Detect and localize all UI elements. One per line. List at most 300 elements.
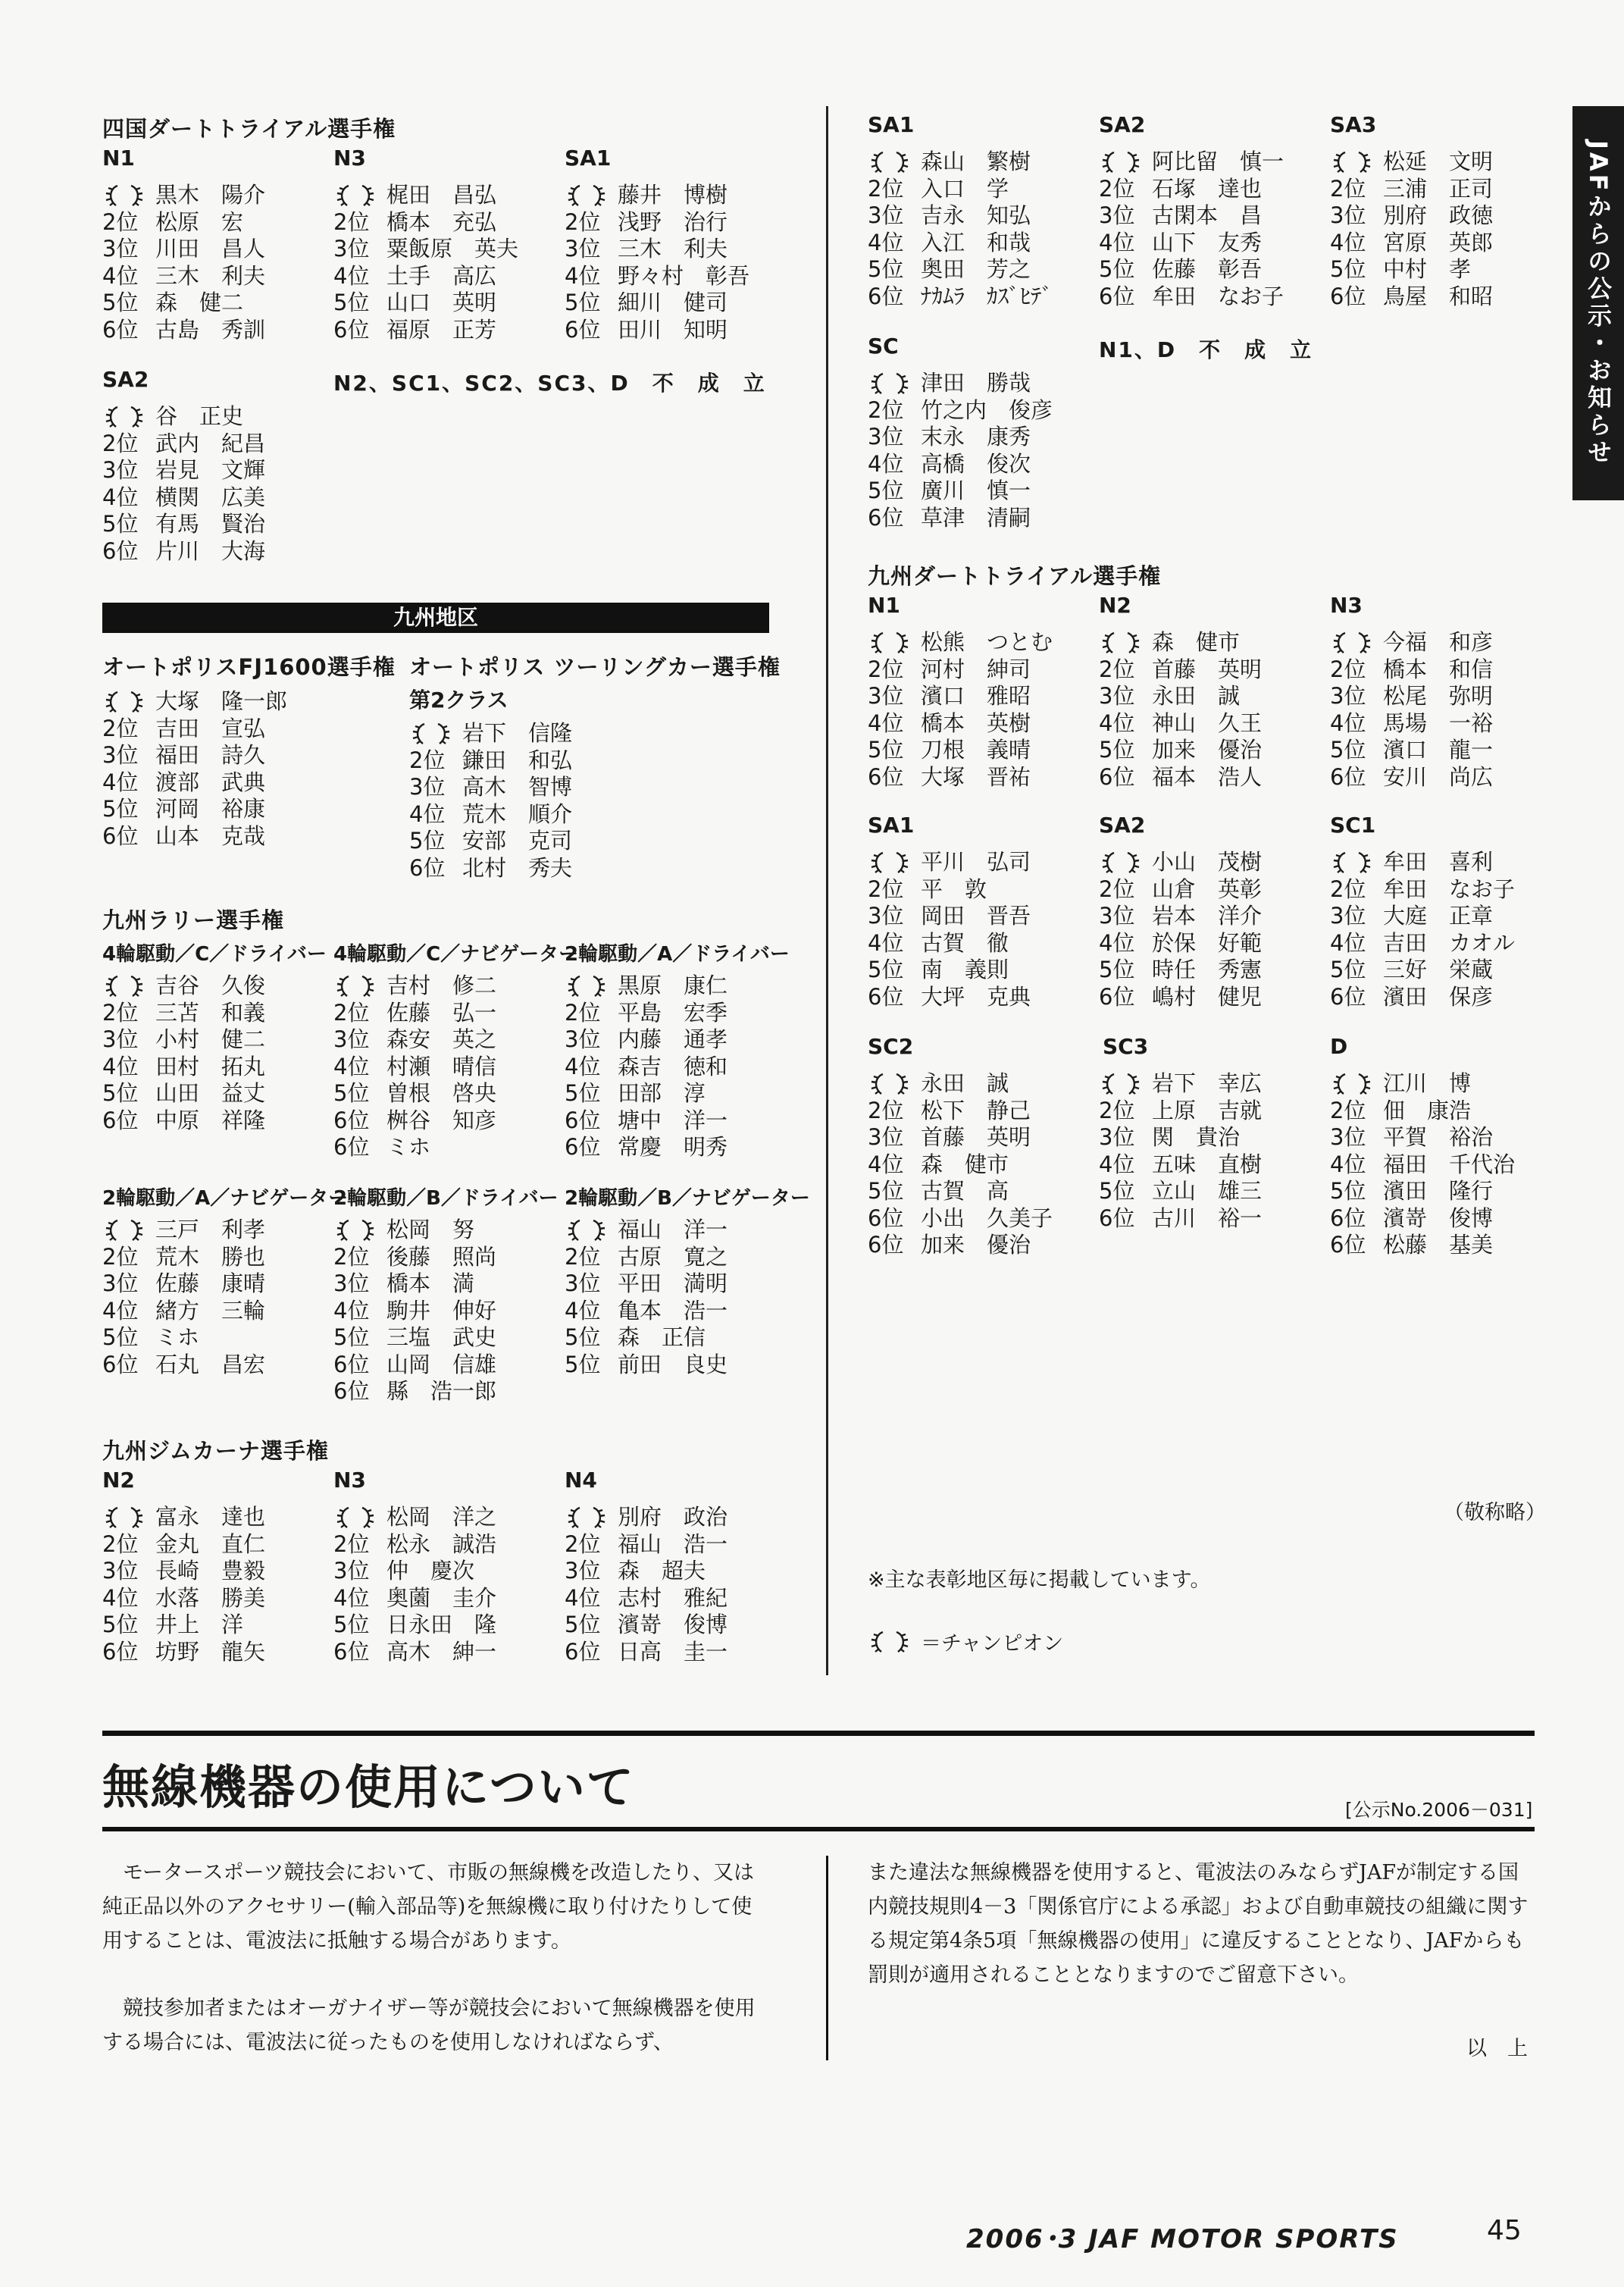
rank-label: 5位 <box>565 290 601 315</box>
result-row <box>102 511 265 538</box>
rank-label: 6位 <box>565 1638 601 1665</box>
result-row <box>868 1098 1053 1125</box>
driver-name: 竹之内 俊彦 <box>921 396 1053 423</box>
driver-name: 加来 優治 <box>921 1232 1031 1258</box>
rank-label: 6位 <box>409 854 446 881</box>
result-row <box>102 1298 265 1325</box>
champion-row <box>868 849 1031 876</box>
champion-row <box>102 182 265 209</box>
driver-name: 常慶 明秀 <box>618 1134 728 1160</box>
notice-bottom-rule <box>102 1827 1535 1831</box>
driver-name: 粟飯原 英夫 <box>386 236 519 262</box>
driver-name: 阿比留 慎一 <box>1152 149 1284 174</box>
driver-name: 橋本 和信 <box>1383 656 1494 682</box>
laurel-icon <box>868 1072 912 1096</box>
result-row <box>1330 764 1493 791</box>
rank-label: 3位 <box>1330 903 1366 929</box>
driver-name: 吉田 宣弘 <box>155 715 266 741</box>
driver-name: 岡田 晋吾 <box>921 903 1031 929</box>
class-label: SA1 <box>868 813 915 838</box>
driver-name: 藤井 博樹 <box>618 182 728 208</box>
rank-label: 3位 <box>333 1558 370 1584</box>
rank-label: 3位 <box>102 1558 139 1584</box>
rank-label: 3位 <box>409 774 446 800</box>
driver-name: 田村 拓丸 <box>155 1053 266 1079</box>
rank-label: 2位 <box>333 999 370 1026</box>
rank-label: 5位 <box>333 1080 370 1106</box>
driver-name: 荒木 勝也 <box>155 1243 266 1270</box>
driver-name: 村瀬 晴信 <box>386 1053 497 1079</box>
rank-label: 3位 <box>868 424 904 450</box>
class-label: SA1 <box>868 112 915 137</box>
driver-name: 中原 祥隆 <box>155 1107 266 1133</box>
result-row <box>102 263 265 290</box>
driver-name: 福山 洋一 <box>618 1217 728 1242</box>
result-row <box>868 397 1053 425</box>
driver-name: 仲 慶次 <box>386 1558 475 1584</box>
result-list <box>868 149 1053 310</box>
result-row <box>102 1080 265 1107</box>
notice-title: 無線機器の使用について <box>102 1759 635 1815</box>
class-label: SC2 <box>868 1034 914 1059</box>
laurel-icon <box>333 1218 377 1242</box>
result-list <box>868 370 1053 531</box>
result-row <box>409 828 572 855</box>
driver-name: 岩見 文輝 <box>155 457 266 483</box>
rank-label: 3位 <box>102 236 139 262</box>
result-row <box>565 1324 728 1352</box>
class-label: SC1 <box>1330 813 1376 838</box>
rank-label: 6位 <box>868 283 904 309</box>
driver-name: 末永 康秀 <box>921 424 1031 450</box>
rank-label: 6位 <box>102 316 139 343</box>
result-row <box>102 1270 265 1298</box>
driver-name: 加来 優治 <box>1152 737 1263 763</box>
result-list <box>1330 629 1493 791</box>
rank-label: 2位 <box>333 208 370 235</box>
driver-name: 松岡 洋之 <box>386 1504 497 1530</box>
driver-name: 川田 昌人 <box>155 236 266 262</box>
driver-name: 橋本 満 <box>386 1270 475 1296</box>
result-row <box>868 1178 1053 1205</box>
result-row <box>565 1054 728 1081</box>
laurel-icon <box>868 150 912 174</box>
driver-name: 牟田 なお子 <box>1383 876 1516 902</box>
result-list <box>565 1504 728 1665</box>
legend-text: ＝チャンピオン <box>921 1632 1064 1656</box>
result-list <box>868 849 1031 1010</box>
result-row <box>102 823 287 851</box>
driver-name: 草津 清嗣 <box>921 504 1031 531</box>
rank-label: 5位 <box>102 796 139 822</box>
driver-name: 入江 和哉 <box>921 229 1031 255</box>
driver-name: 平川 弘司 <box>921 849 1031 875</box>
rank-label: 2位 <box>868 396 904 423</box>
rank-label: 2位 <box>565 208 601 235</box>
champion-row <box>1330 849 1515 876</box>
result-row <box>868 451 1053 478</box>
champion-row <box>102 973 265 1000</box>
driver-name: 平田 満明 <box>618 1270 728 1296</box>
driver-name: 長崎 豊毅 <box>155 1558 266 1584</box>
driver-name: 南 義則 <box>921 957 1009 982</box>
rank-label: 6位 <box>1330 763 1366 790</box>
result-row <box>868 930 1031 957</box>
result-row <box>1099 957 1262 984</box>
result-row <box>333 1612 496 1639</box>
laurel-icon <box>102 690 146 714</box>
result-row <box>868 1124 1053 1151</box>
champion-row <box>868 1070 1053 1098</box>
rank-label: 4位 <box>1330 710 1366 736</box>
result-row <box>409 774 572 801</box>
rank-label: 6位 <box>1330 983 1366 1010</box>
driver-name: 三木 利夫 <box>155 262 266 289</box>
driver-name: 塘中 洋一 <box>618 1107 728 1133</box>
rank-label: 6位 <box>1330 1232 1366 1258</box>
result-row <box>102 1612 265 1639</box>
rank-label: 2位 <box>868 1097 904 1123</box>
laurel-icon <box>1330 851 1374 875</box>
result-row <box>565 290 749 317</box>
driver-name: 吉永 知弘 <box>921 202 1031 228</box>
result-row <box>102 1244 265 1271</box>
rank-label: 3位 <box>868 903 904 929</box>
result-row <box>1099 176 1284 203</box>
driver-name: 吉村 修二 <box>386 973 497 998</box>
driver-name: 山岡 信雄 <box>386 1351 497 1377</box>
rank-label: 6位 <box>868 983 904 1010</box>
champion-row <box>868 370 1053 397</box>
champion-row <box>1099 629 1262 656</box>
rank-label: 4位 <box>102 769 139 795</box>
result-row <box>1330 710 1493 738</box>
result-row <box>1330 1178 1515 1205</box>
driver-name: 佐藤 彰吾 <box>1152 256 1263 282</box>
rank-label: 4位 <box>868 710 904 736</box>
result-row <box>565 1531 728 1559</box>
result-row <box>565 1270 728 1298</box>
driver-name: 荒木 順介 <box>462 800 573 827</box>
driver-name: 馬場 一裕 <box>1383 710 1494 736</box>
driver-name: 安川 尚広 <box>1383 763 1494 790</box>
laurel-icon <box>565 1218 609 1242</box>
result-row <box>1330 284 1493 311</box>
rank-label: 3位 <box>1330 202 1366 228</box>
notice-column-divider <box>826 1856 828 2060</box>
result-row <box>333 1244 496 1271</box>
result-row <box>1099 710 1262 738</box>
champion-row <box>102 403 265 431</box>
class-label: N4 <box>565 1468 597 1493</box>
champion-row <box>333 1504 496 1531</box>
driver-name: 福本 浩人 <box>1152 763 1263 790</box>
rank-label: 4位 <box>102 484 139 510</box>
rank-label: 4位 <box>409 800 446 827</box>
driver-name: 江川 博 <box>1383 1070 1472 1096</box>
driver-name: 森 健市 <box>1152 629 1241 655</box>
rank-label: 6位 <box>333 1134 370 1160</box>
laurel-icon <box>1330 1072 1374 1096</box>
rank-label: 6位 <box>102 1107 139 1133</box>
driver-name: 大塚 隆一郎 <box>155 688 288 714</box>
result-row <box>333 290 518 317</box>
driver-name: 立山 雄三 <box>1152 1178 1263 1204</box>
driver-name: 神山 久王 <box>1152 710 1263 736</box>
rank-label: 5位 <box>1099 1178 1135 1204</box>
result-row <box>1330 1098 1515 1125</box>
rank-label: 2位 <box>102 208 139 235</box>
driver-name: 岩下 信隆 <box>462 720 573 746</box>
driver-name: 首藤 英明 <box>921 1124 1031 1150</box>
result-row <box>333 236 518 263</box>
result-list <box>333 182 518 343</box>
result-row <box>1330 737 1493 764</box>
result-list <box>868 1070 1053 1259</box>
rank-label: 5位 <box>565 1080 601 1106</box>
section-title-autopolis-touring: オートポリス ツーリングカー選手権 <box>409 654 781 680</box>
laurel-icon <box>333 974 377 998</box>
rank-label: 2位 <box>868 876 904 902</box>
section-title-shikoku-dirt: 四国ダートトライアル選手権 <box>102 116 396 142</box>
driver-name: 石塚 達也 <box>1152 175 1263 202</box>
rank-label: 2位 <box>1099 175 1135 202</box>
rank-label: 5位 <box>102 290 139 315</box>
driver-name: 中村 孝 <box>1383 256 1472 282</box>
result-row <box>333 1558 496 1585</box>
result-row <box>1330 256 1493 284</box>
result-row <box>102 1352 265 1379</box>
driver-name: 小村 健二 <box>155 1026 266 1052</box>
rank-label: 4位 <box>1330 229 1366 255</box>
driver-name: 濱口 龍一 <box>1383 737 1494 763</box>
rank-label: 5位 <box>102 1612 139 1637</box>
rank-label: 2位 <box>102 715 139 741</box>
result-row <box>868 957 1031 984</box>
class-label: SA2 <box>102 367 149 392</box>
driver-name: 前田 良史 <box>618 1351 728 1377</box>
driver-name: 小山 茂樹 <box>1152 849 1263 875</box>
result-row <box>102 431 265 458</box>
rank-label: 2位 <box>333 1243 370 1270</box>
result-row <box>102 1531 265 1559</box>
driver-name: 曽根 啓央 <box>386 1080 497 1106</box>
class-label: SC <box>868 334 899 359</box>
rank-label: 6位 <box>1330 1205 1366 1231</box>
rank-label: 3位 <box>102 457 139 483</box>
rank-label: 3位 <box>333 236 370 262</box>
driver-name: 志村 雅紀 <box>618 1584 728 1611</box>
laurel-icon <box>868 631 912 655</box>
driver-name: 吉田 カオル <box>1383 929 1516 956</box>
champion-row <box>102 1217 265 1244</box>
rank-label: 2位 <box>1099 1097 1135 1123</box>
champion-row <box>565 182 749 209</box>
rank-label: 2位 <box>102 1530 139 1557</box>
driver-name: 橋本 充弘 <box>386 208 497 235</box>
driver-name: 古閑本 昌 <box>1152 202 1263 228</box>
champion-row <box>1330 1070 1515 1098</box>
result-row <box>868 256 1053 284</box>
driver-name: 森山 繁樹 <box>921 149 1031 174</box>
rank-label: 4位 <box>565 1053 601 1079</box>
class-label: 4輪駆動／C／ドライバー <box>102 943 327 966</box>
laurel-icon <box>565 974 609 998</box>
result-row <box>565 1000 728 1027</box>
driver-name: 河村 紳司 <box>921 656 1031 682</box>
rank-label: 2位 <box>868 175 904 202</box>
result-list <box>333 1217 496 1405</box>
rank-label: 2位 <box>409 747 446 773</box>
result-row <box>565 1585 728 1612</box>
result-row <box>1330 984 1515 1011</box>
page-number: 45 <box>1487 2215 1522 2246</box>
class-label: N1 <box>102 146 135 171</box>
driver-name: 平島 宏季 <box>618 999 728 1026</box>
driver-name: 福原 正芳 <box>386 316 497 343</box>
result-list <box>102 973 265 1134</box>
result-row <box>565 1026 728 1054</box>
laurel-icon <box>102 1505 146 1530</box>
rank-label: 2位 <box>868 656 904 682</box>
result-list <box>565 1217 728 1378</box>
column-divider <box>826 106 828 1675</box>
driver-name: 黒木 陽介 <box>155 182 266 208</box>
rank-label: 4位 <box>1099 710 1135 736</box>
rank-label: 2位 <box>1330 1097 1366 1123</box>
result-row <box>565 1134 728 1161</box>
rank-label: 5位 <box>868 478 904 503</box>
result-row <box>1330 1151 1515 1179</box>
result-list <box>868 629 1053 791</box>
laurel-icon <box>102 1218 146 1242</box>
result-list <box>333 973 496 1161</box>
laurel-icon <box>409 722 453 746</box>
laurel-icon <box>102 405 146 429</box>
rank-label: 3位 <box>868 683 904 709</box>
section-title-kyushu-gymkhana: 九州ジムカーナ選手権 <box>102 1438 329 1464</box>
class-label: 2輪駆動／B／ドライバー <box>333 1187 559 1210</box>
side-tab: JAFからの公示・お知らせ <box>1572 106 1624 500</box>
notice-right-column <box>868 1856 1535 2025</box>
driver-name: 石丸 昌宏 <box>155 1351 266 1377</box>
class-label: D <box>1330 1034 1348 1059</box>
result-row <box>333 209 518 237</box>
rank-label: 5位 <box>1330 256 1366 282</box>
rank-label: 6位 <box>868 1205 904 1231</box>
driver-name: 佐藤 康晴 <box>155 1270 266 1296</box>
rank-label: 2位 <box>102 1243 139 1270</box>
result-list <box>1330 149 1493 310</box>
driver-name: 桝谷 知彦 <box>386 1107 497 1133</box>
section-title-kyushu-dirt: 九州ダートトライアル選手権 <box>868 563 1162 589</box>
rank-label: 4位 <box>1330 1151 1366 1177</box>
driver-name: 永田 誠 <box>1152 683 1241 709</box>
driver-name: 平 敦 <box>921 876 987 902</box>
result-list <box>102 1504 265 1665</box>
driver-name: 河岡 裕康 <box>155 796 266 822</box>
notice-paragraph: 競技参加者またはオーガナイザー等が競技会において無線機器を使用する場合には、電波法に従ったものを使用しなければならず、 <box>102 1997 756 2054</box>
result-row <box>868 737 1053 764</box>
rank-label: 5位 <box>868 256 904 282</box>
rank-label: 5位 <box>102 1080 139 1106</box>
rank-label: 4位 <box>333 1297 370 1324</box>
rank-label: 6位 <box>333 316 370 343</box>
driver-name: 梶田 昌弘 <box>386 182 497 208</box>
result-row <box>102 1026 265 1054</box>
driver-name: ﾅｶﾑﾗ ｶｽﾞﾋﾃﾞ <box>921 283 1053 309</box>
rank-label: 5位 <box>868 737 904 763</box>
rank-label: 5位 <box>868 1178 904 1204</box>
laurel-icon <box>868 851 912 875</box>
result-row <box>868 903 1031 930</box>
rank-label: 6位 <box>333 1638 370 1665</box>
driver-name: 山下 友秀 <box>1152 229 1263 255</box>
driver-name: 福田 千代治 <box>1383 1151 1516 1177</box>
rank-label: 5位 <box>1330 1178 1366 1204</box>
result-row <box>1330 1205 1515 1233</box>
result-row <box>102 1585 265 1612</box>
driver-name: 今福 和彦 <box>1383 629 1494 655</box>
rank-label: 3位 <box>1099 202 1135 228</box>
result-row <box>409 855 572 882</box>
result-row <box>333 263 518 290</box>
result-row <box>1099 1178 1262 1205</box>
rank-label: 5位 <box>1330 737 1366 763</box>
rank-label: 5位 <box>565 1612 601 1637</box>
rank-label: 3位 <box>868 1124 904 1150</box>
driver-name: 鳥屋 和昭 <box>1383 283 1494 309</box>
result-row <box>333 1134 496 1161</box>
rank-label: 3位 <box>333 1026 370 1052</box>
rank-label: 4位 <box>333 1053 370 1079</box>
result-row <box>868 424 1053 451</box>
driver-name: 古川 裕一 <box>1152 1205 1263 1231</box>
driver-name: 浅野 治行 <box>618 208 728 235</box>
driver-name: 片川 大海 <box>155 537 266 564</box>
driver-name: 岩本 洋介 <box>1152 903 1263 929</box>
driver-name: 金丸 直仁 <box>155 1530 266 1557</box>
driver-name: 福田 詩久 <box>155 742 266 768</box>
driver-name: 武内 紀昌 <box>155 430 266 456</box>
rank-label: 6位 <box>565 1107 601 1133</box>
driver-name: 牟田 喜利 <box>1383 849 1494 875</box>
driver-name: 三塩 武史 <box>386 1324 497 1350</box>
notice-paragraph: モータースポーツ競技会において、市販の無線機を改造したり、又は純正品以外のアクセサリー(輸入部品等)を無線機に取り付けたりして使用することは、電波法に抵触する場合があります。 <box>102 1861 754 1953</box>
rank-label: 6位 <box>102 537 139 564</box>
result-list <box>102 403 265 565</box>
rank-label: 4位 <box>565 1297 601 1324</box>
result-row <box>565 317 749 344</box>
driver-name: 縣 浩一郎 <box>386 1378 497 1404</box>
result-row <box>1099 683 1262 710</box>
laurel-icon <box>565 1505 609 1530</box>
result-row <box>868 176 1053 203</box>
rank-label: 5位 <box>1099 737 1135 763</box>
laurel-icon <box>102 183 146 208</box>
honorifics-note: （敬称略） <box>1444 1501 1546 1524</box>
rank-label: 2位 <box>333 1530 370 1557</box>
driver-name: 大塚 晋祐 <box>921 763 1031 790</box>
result-row <box>1099 256 1284 284</box>
result-row <box>333 1531 496 1559</box>
rank-label: 4位 <box>565 262 601 289</box>
rank-label: 4位 <box>868 229 904 255</box>
driver-name: 北村 秀夫 <box>462 854 573 881</box>
class-label: 第2クラス <box>409 688 508 713</box>
result-row <box>565 1244 728 1271</box>
rank-label: 5位 <box>565 1324 601 1350</box>
